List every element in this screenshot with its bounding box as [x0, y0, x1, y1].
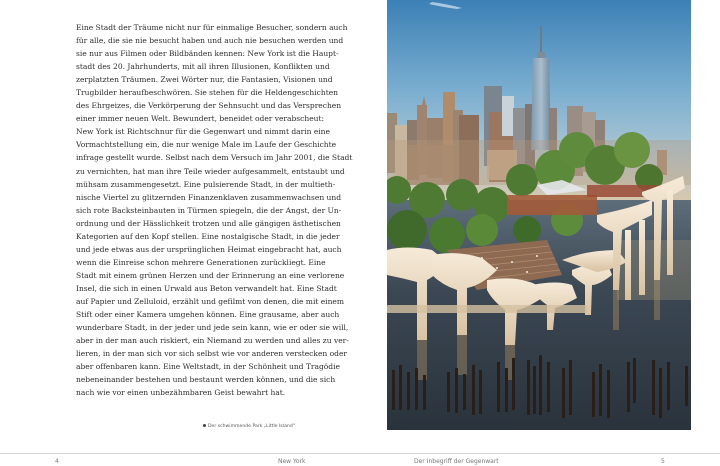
right-running-head: Der Inbegriff der Gegenwart [414, 458, 499, 465]
body-line: Stadt mit einem grünen Herzen und der Erinnerung an eine verlorene [76, 270, 345, 280]
body-line: sie nur aus Filmen oder Bildbänden kennen: New York ist die Haupt- [76, 49, 339, 59]
body-line: infrage gestellt wurde. Selbst nach dem Versuch im Jahr 2001, die Stadt [76, 153, 353, 163]
right-page-number: 5 [661, 458, 665, 465]
photo-illustration [387, 0, 691, 430]
body-text [76, 21, 353, 399]
body-line: Vormachtstellung ein, die nur wenige Male im Laufe der Geschichte [76, 140, 337, 150]
photo-caption [203, 424, 295, 429]
body-line: auf Papier und Zelluloid, erzählt und gefilmt von denen, die mit einem [76, 296, 344, 306]
body-line: Insel, die sich in einen Urwald aus Beton verwandelt hat. Eine Stadt [76, 283, 337, 293]
body-line: zerplatzten Träumen. Zwei Wörter nur, die Fantasien, Visionen und [76, 75, 333, 85]
body-line: lieren, in der man sich vor sich selbst wie vor anderen verstecken oder [76, 349, 347, 359]
body-line: für alle, die sie nie besucht haben und auch nie besuchen werden und [76, 36, 344, 46]
left-running-head: New York [278, 458, 306, 465]
body-line: zu vernichten, hat man ihre Teile wieder aufgesammelt, entstaubt und [76, 166, 345, 176]
body-line: sich rote Backsteinbauten in Türmen spiegeln, die der Angst, der Un- [76, 205, 342, 215]
body-line: ordnung und der Hässlichkeit trotzen und alle gängigen ästhetischen [76, 218, 341, 228]
body-line: nische Viertel zu glitzernden Finanzenklaven zusammenwachsen und [76, 192, 342, 202]
right-page [360, 0, 720, 466]
body-line: einer immer neuen Welt. Bewundert, beneidet oder verabscheut: [76, 114, 325, 124]
body-line: stadt des 20. Jahrhunderts, mit all ihren Illusionen, Konflikten und [76, 62, 330, 72]
body-line: nach wie vor einen unbezähmbaren Geist bewahrt hat. [76, 388, 286, 398]
body-line: des Ehrgeizes, die Verkörperung der Sehnsucht und das Versprechen [76, 101, 342, 111]
left-page-number: 4 [55, 458, 59, 465]
body-line: New York ist Richtschnur für die Gegenwart und nimmt darin eine [76, 127, 330, 137]
body-line: mühsam zusammengesetzt. Eine pulsierende Stadt, in der multieth- [76, 179, 336, 189]
body-line: wenn die Einreise schon mehrere Generationen zurückliegt. Eine [76, 257, 326, 267]
body-line: Stift oder einer Kamera umgehen können. Eine grausame, aber auch [76, 310, 340, 320]
body-line: Kategorien auf den Kopf stellen. Eine nostalgische Stadt, in die jeder [76, 231, 340, 241]
footer-rule [0, 453, 720, 454]
body-line: wunderbare Stadt, in der jeder und jede sein kann, wie er oder sie will, [76, 323, 349, 333]
body-line: Eine Stadt der Träume nicht nur für einmalige Besucher, sondern auch [76, 23, 348, 32]
bullet-icon [203, 424, 206, 427]
caption-text: Der schwimmende Park „Little Island" [208, 424, 295, 429]
little-island-photo [387, 0, 691, 430]
body-line: und jede etwas aus der ursprünglichen Heimat eingebracht hat, auch [76, 244, 342, 254]
body-line: Trugbilder heraufbeschwören. Sie stehen für die Heldengeschichten [76, 88, 338, 98]
body-line: aber in der man auch riskiert, ein Niemand zu werden und alles zu ver- [76, 336, 349, 346]
body-line: nebeneinander bestehen und bestaunt werden können, und die sich [76, 375, 336, 385]
body-line: aber offenbaren kann. Eine Weltstadt, in der Schönheit und Tragödie [76, 362, 340, 372]
